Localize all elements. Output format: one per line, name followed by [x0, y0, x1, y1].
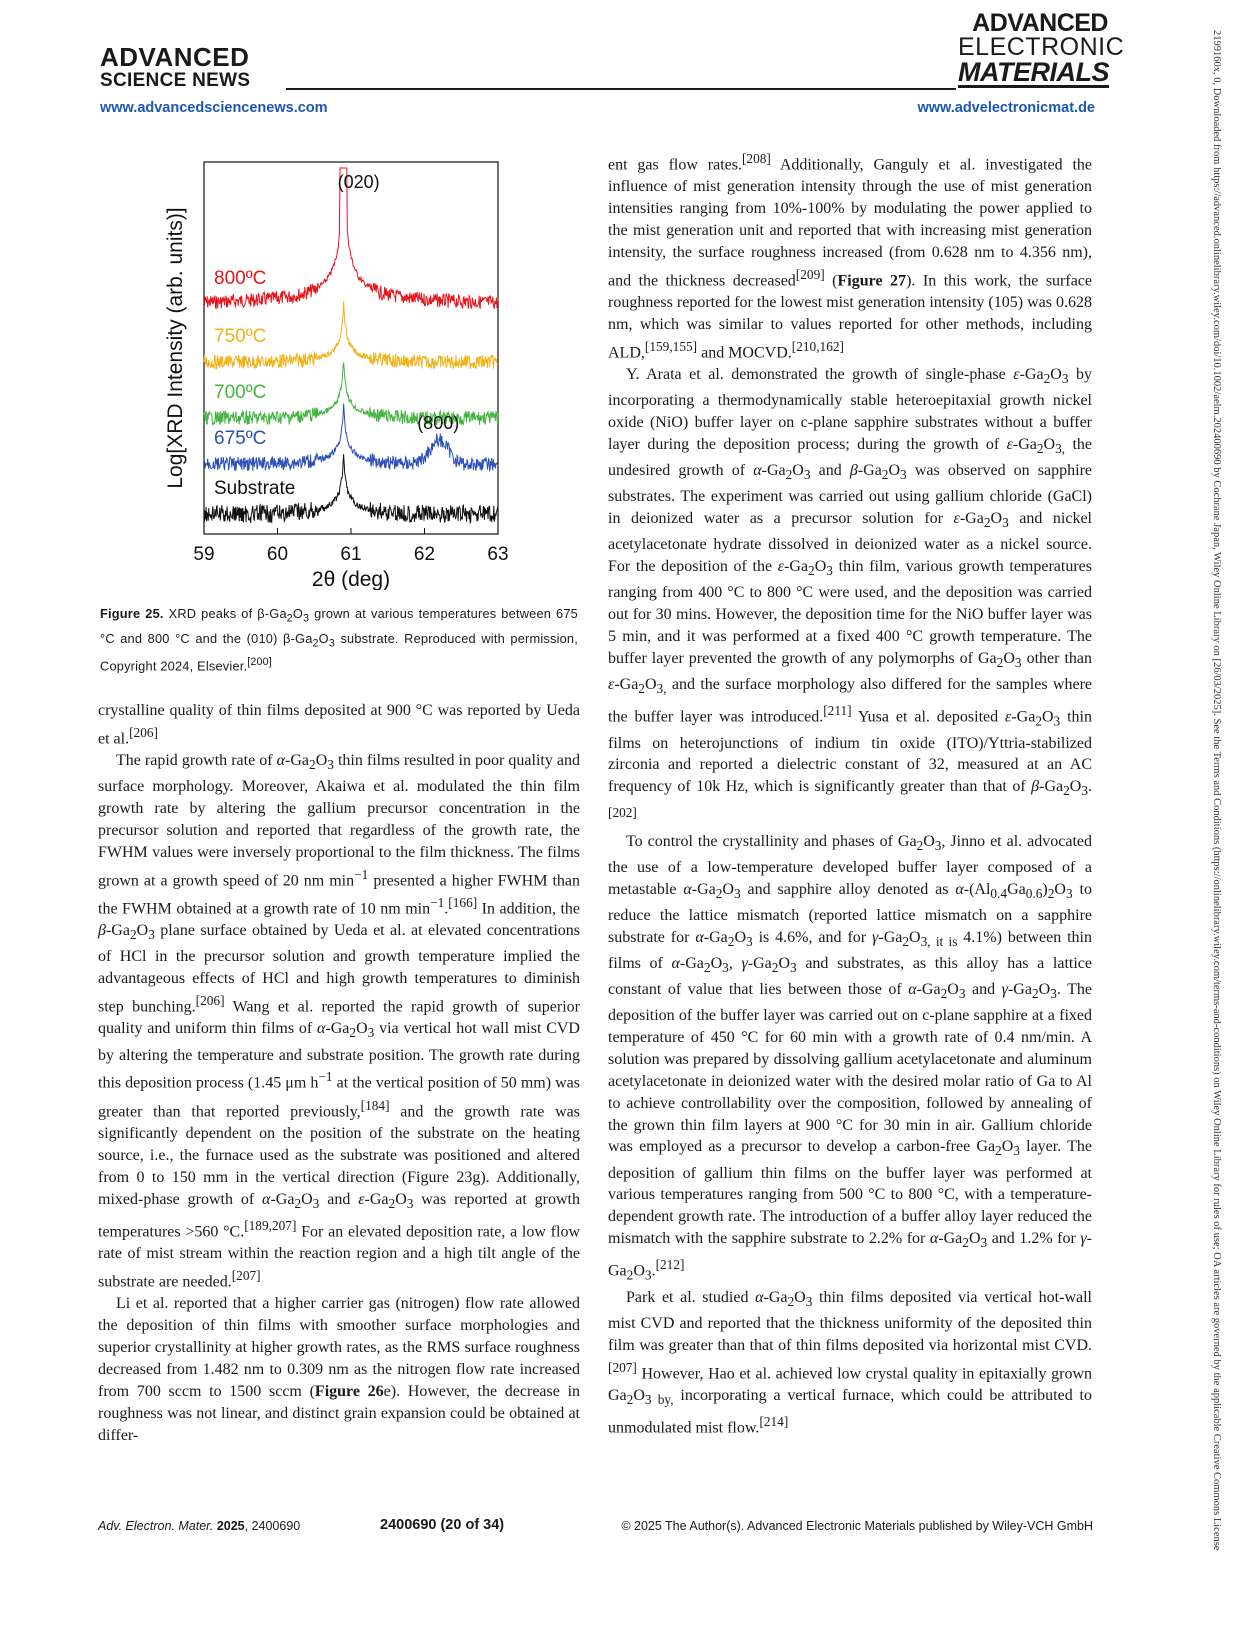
paragraph: ent gas flow rates.[208] Additionally, Ganguly et al. investigated the influence of mist generation intensity through the use of mist generation intensities ranging from 10%-100% by modulating the power applied to the mist generation unit and reported that with increasing mist generation intensity, the surface roughness increased (from 0.628 nm to 4.356 nm), and the thickness decreased[209] (Figure 27). In this work, the surface roughness reported for the lowest mist generation intensity (105) was 0.628 nm, which was similar to values reported for other methods, including ALD,[159,155] and MOCVD.[210,162] — [608, 151, 1093, 362]
paragraph: To control the crystallinity and phases of $Ga_2O_3$, Jinno et al. advocated the use of a low-temperature developed buffer layer composed of a metastable $\alpha-Ga_2O_3$ and sapphire alloy denoted as $\alpha-(Al_{0.4}Ga_{0.6})_2O_3$ to reduce the lattice mismatch (reported lattice mismatch on a sapphire substrate for $\alpha-Ga_2O_3$ is 4.6%, and for $\gamma-Ga_2O_{3, it is}$ 4.1%) between thin films of $\alpha-Ga_2O_3$, $\gamma-Ga_2O_3$ and substrates, as this alloy has a lattice constant of value that lies between those of $\alpha-Ga_2O_3$ and $\gamma-Ga_2O_3$. The deposition of the buffer layer was carried out on c-plane sapphire at a fixed temperature of 450 °C for 60 min with a growth rate of 0.4 nm/min. A solution was prepared by dissolving gallium acetylacetonate and aluminum acetylacetonate in deionized water with the desired molar ratio of Ga to Al to achieve controllability over the composition, followed by annealing of the grown thin film layers at 900 °C for 30 min in air. Gallium chloride was employed as a precursor to develop a carbon-free $Ga_2O_3$ layer. The deposition of gallium thin films on the buffer layer was performed at various temperatures ranging from 500 °C to 800 °C, with a temperature-dependent growth rate. The introduction of a buffer alloy layer reduced the mismatch with the sapphire substrate to 2.2% for $\alpha-Ga_2O_3$ and 1.2% for $\gamma-Ga_2O_3.[212]$ — [608, 832, 1093, 1283]
x-tick-label: 59 — [193, 544, 215, 565]
series-label: 675ºC — [214, 428, 267, 449]
x-tick-label: 60 — [266, 544, 289, 565]
y-axis-label: Log[XRD Intensity (arb. units)] — [164, 207, 187, 489]
series-label: 800ºC — [214, 268, 267, 289]
header-rule — [286, 88, 956, 90]
figure-caption: Figure 25. XRD peaks of $\beta-Ga_2O_3$ grown at various temperatures between 675 °C and 800 °C and the (010) $\beta-Ga_2O_3$ substrate. Reproduced with permission, Copyright 2024, Elsevier.[200] — [100, 606, 579, 674]
x-axis-label: 2θ (deg) — [311, 568, 391, 590]
x-tick-label: 63 — [487, 544, 509, 565]
caption-ref: [200] — [247, 656, 272, 669]
peak-label: (800) — [417, 413, 460, 433]
series-label: 700ºC — [214, 382, 267, 403]
figure-label: Figure 25. — [100, 606, 164, 621]
paragraph: crystalline quality of thin films deposited at 900 °C was reported by Ueda et al.[206] — [98, 702, 580, 748]
advanced-electronic-materials-logo: ADVANCED ELECTRONIC MATERIALS — [958, 9, 1125, 87]
paragraph: Li et al. reported that a higher carrier gas (nitrogen) flow rate allowed the deposition of thin films with smoother surface morphologies and superior crystallinity at higher growth rates, as the RMS surface roughness decreased from 1.482 nm to 0.309 nm as the nitrogen flow rate increased from 700 sccm to 1500 sccm (Figure 26e). However, the decrease in roughness was not linear, and distinct grain expansion could be obtained at differ- — [98, 1295, 581, 1444]
paragraph: Park et al. studied $\alpha-Ga_2O_3$ thin films deposited via vertical hot-wall mist CVD and reported that the thickness uniformity of the deposited thin film was greater than that of thin films deposited via horizontal mist CVD.[207] However, Hao et al. achieved low crystal quality in epitaxially grown $Ga_2O_{3 by,}$ incorporating a vertical furnace, which could be attributed to unmodulated mist flow.[214] — [608, 1288, 1093, 1437]
series-label: 750ºC — [214, 326, 267, 347]
x-tick-label: 62 — [413, 544, 436, 565]
peak-label: (020) — [337, 172, 380, 192]
xrd-chart — [160, 158, 580, 590]
footer-page-number: 2400690 (20 of 34) — [380, 1517, 505, 1533]
publisher-url-link[interactable]: www.advancedsciencenews.com — [100, 100, 328, 116]
footer-copyright: © 2025 The Author(s). Advanced Electronic Materials published by Wiley-VCH GmbH — [621, 1519, 1093, 1533]
series-label: Substrate — [214, 478, 296, 499]
right-column-body — [608, 148, 1092, 1439]
journal-url-link[interactable]: www.advelectronicmat.de — [917, 100, 1095, 116]
download-notice-side-text: 2199160x, 0, Downloaded from https://advanced.onlinelibrary.wiley.com/doi/10.1002/aelm.202400690 by Cochrane Japan, Wiley Online Library on [26/03/2025]. See the Terms and Conditions (https://onlinelibrary.wiley.com/terms-and-conditions) on Wiley Online Library for rules of use; OA articles are governed by the applicable Creative Commons License — [1211, 30, 1222, 1551]
x-tick-label: 61 — [340, 544, 362, 565]
paragraph: Y. Arata et al. demonstrated the growth of single-phase $\varepsilon-Ga_2O_3$ by incorporating a thermodynamically stable heteroepitaxial growth nickel oxide (NiO) buffer layer on c-plane sapphire substrates without a buffer layer during the deposition process; during the growth of $\varepsilon-Ga_2O_{3,}$ the undesired growth of $\alpha-Ga_2O_3$ and $\beta-Ga_2O_3$ was observed on sapphire substrates. The experiment was carried out using gallium chloride (GaCl) in deionized water as a precursor solution for $\varepsilon-Ga_2O_3$ and nickel acetylacetonate hydrate dissolved in deionized water as a nickel source. For the deposition of the $\varepsilon-Ga_2O_3$ thin film, various growth temperatures ranging from 400 °C to 800 °C were used, and the deposition was carried out for 30 mins. However, the deposition time for the NiO buffer layer was 5 min, and it was performed at a fixed 400 °C growth temperature. The buffer layer prevented the growth of any polymorphs of $Ga_2O_3$ other than $\varepsilon-Ga_2O_{3,}$ and the surface morphology also differed for the samples where the buffer layer was introduced.[211] Yusa et al. deposited $\varepsilon-Ga_2O_3$ thin films on heterojunctions of indium tin oxide (ITO)/Yttria-stabilized zirconia and reported a dielectric constant of 32, measured at an AC frequency of 10k Hz, which is significantly greater than that of $\beta-Ga_2O_3.[202]$ — [608, 366, 1093, 821]
left-column-body — [98, 700, 580, 1446]
advanced-science-news-logo: ADVANCED SCIENCE NEWS — [100, 42, 251, 91]
paragraph: The rapid growth rate of $\alpha-Ga_2O_3$ thin films resulted in poor quality and surface morphology. Moreover, Akaiwa et al. modulated the thin film growth rate by altering the gallium precursor concentration in the precursor solution and reported that regardless of the growth rate, the FWHM values were inversely proportional to the film thickness. The films grown at a growth speed of 20 nm $\min^{-1}$ presented a higher FWHM than the FWHM obtained at a growth rate of 10 nm $\min^{-1}.[166]$ In addition, the $\beta-Ga_2O_3$ plane surface obtained by Ueda et al. at elevated concentrations of HCl in the precursor solution and growth temperature implied the advantageous effects of HCl and high growth temperatures to diminish step bunching.[206] Wang et al. reported the rapid growth of superior quality and uniform thin films of $\alpha-Ga_2O_3$ via vertical hot wall mist CVD by altering the temperature and substrate position. The growth rate during this deposition process (1.45 μm $h^{-1}$ at the vertical position of 50 mm) was greater than that reported previously,[184] and the growth rate was significantly dependent on the position of the substrate on the heating source, i.e., the furnace used as the substrate was positioned and altered from 0 to 150 mm in the vertical direction (Figure 23g). Additionally, mixed-phase growth of $\alpha-Ga_2O_3$ and $\varepsilon-Ga_2O_3$ was reported at growth temperatures >560 °C.[189,207] For an elevated deposition rate, a low flow rate of mist stream within the reaction region and a high tilt angle of the substrate are needed.[207] — [98, 752, 581, 1291]
footer-citation: Adv. Electron. Mater. 2025, 2400690 — [98, 1519, 301, 1533]
